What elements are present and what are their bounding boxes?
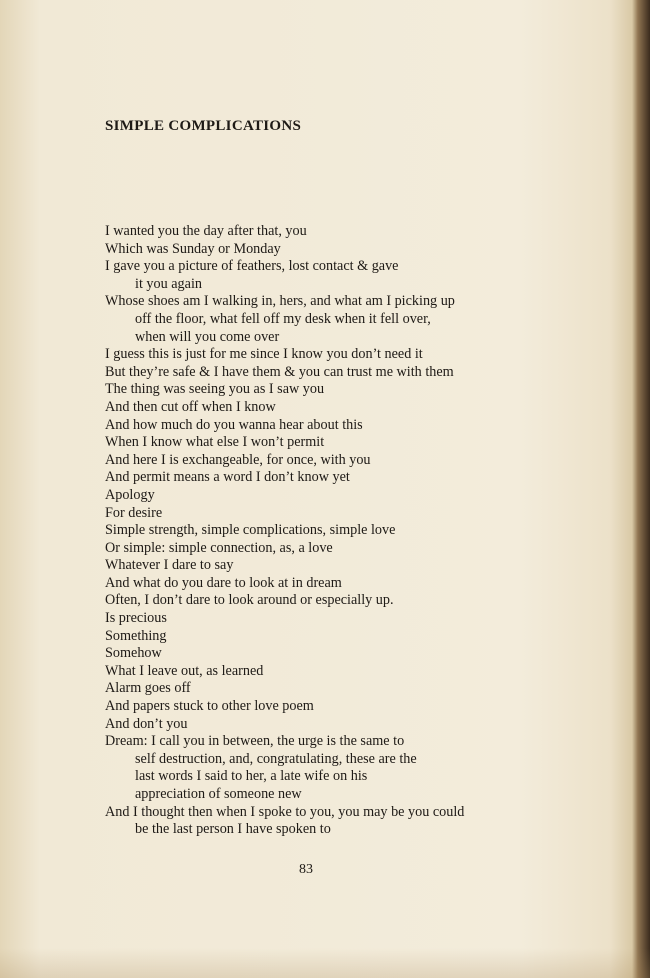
poem-line: And here I is exchangeable, for once, with you	[105, 451, 371, 468]
poem-line: Often, I don’t dare to look around or especially up.	[105, 592, 394, 609]
poem-line: self destruction, and, congratulating, these are the	[135, 750, 417, 767]
poem-line: And what do you dare to look at in dream	[105, 574, 342, 591]
poem-line: Simple strength, simple complications, simple love	[105, 522, 396, 539]
poem-line: Is precious	[105, 610, 167, 627]
poem-title: SIMPLE COMPLICATIONS	[105, 118, 302, 134]
page-number: 83	[299, 862, 313, 877]
poem-line: And how much do you wanna hear about this	[105, 416, 363, 433]
poem-line: off the floor, what fell off my desk when it fell over,	[135, 310, 431, 327]
poem-line: Somehow	[105, 645, 162, 662]
poem-line: And permit means a word I don’t know yet	[105, 469, 350, 486]
poem-line: And papers stuck to other love poem	[105, 698, 314, 715]
poem-line: And then cut off when I know	[105, 398, 276, 415]
poem-line: appreciation of someone new	[135, 786, 302, 802]
poem-line: Which was Sunday or Monday	[105, 240, 281, 257]
poem-line: Dream: I call you in between, the urge is the same to	[105, 733, 405, 750]
poem-line: it you again	[135, 275, 202, 292]
poem-line: But they’re safe & I have them & you can trust me with them	[105, 363, 454, 380]
poem-line: When I know what else I won’t permit	[105, 434, 325, 451]
poem-line: I gave you a picture of feathers, lost contact & gave	[105, 258, 399, 275]
poem-line: Apology	[105, 486, 155, 503]
poem-body	[105, 223, 525, 839]
poem-line: when will you come over	[135, 328, 280, 345]
poem-line: last words I said to her, a late wife on his	[135, 768, 368, 785]
poem-line: Whatever I dare to say	[105, 557, 234, 574]
poem-line: be the last person I have spoken to	[135, 821, 331, 838]
poem-line: And I thought then when I spoke to you, you may be you could	[105, 803, 465, 820]
poem-line: For desire	[105, 504, 163, 521]
poem-line: And don’t you	[105, 715, 188, 732]
poem-line: Or simple: simple connection, as, a love	[105, 539, 333, 556]
poem-line: Alarm goes off	[105, 680, 191, 697]
poem-line: What I leave out, as learned	[105, 662, 264, 679]
poem-line: Something	[105, 627, 167, 644]
poem-line: Whose shoes am I walking in, hers, and what am I picking up	[105, 293, 455, 310]
poem-line: The thing was seeing you as I saw you	[105, 381, 325, 398]
poem-line: I wanted you the day after that, you	[105, 223, 307, 239]
poem-line: I guess this is just for me since I know you don’t need it	[105, 346, 423, 363]
